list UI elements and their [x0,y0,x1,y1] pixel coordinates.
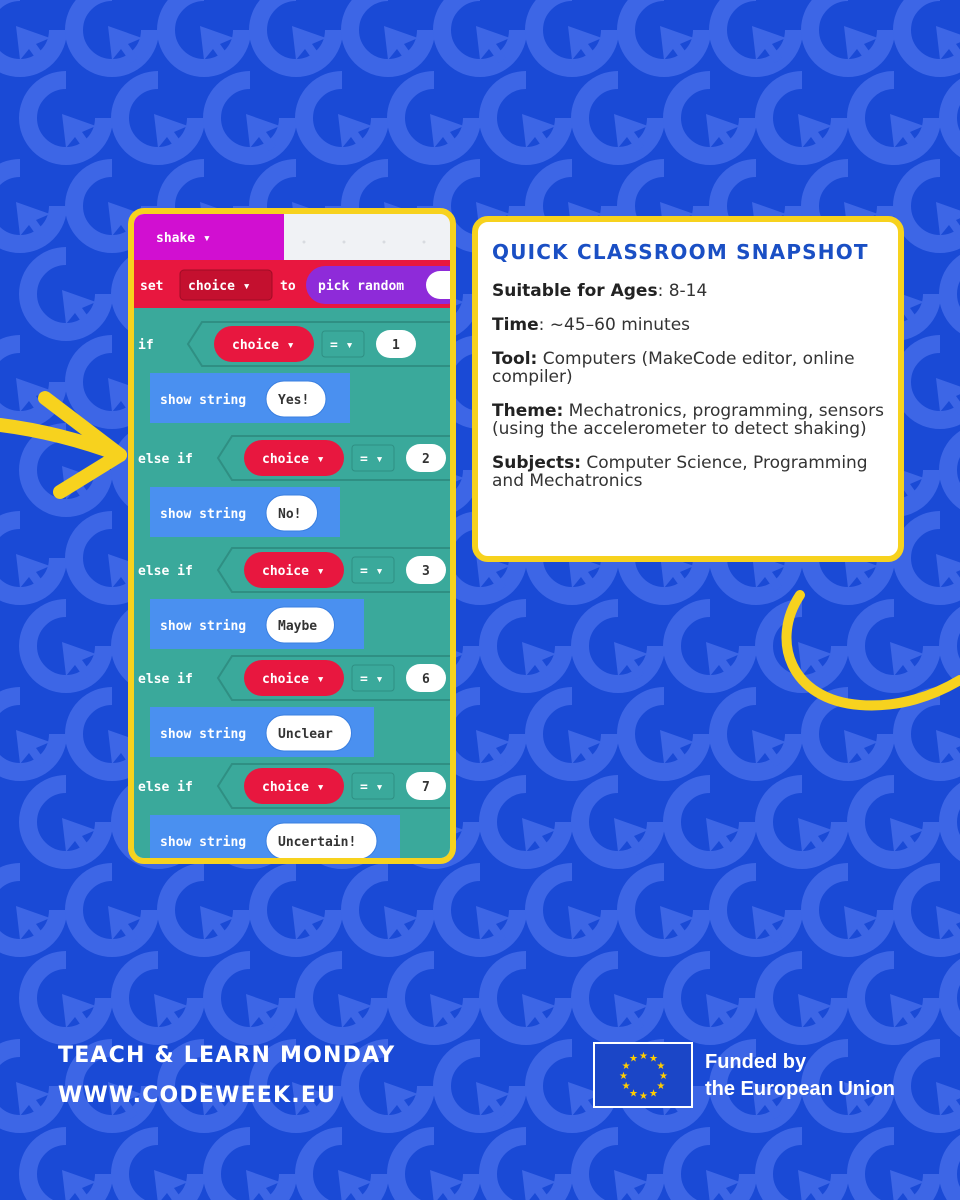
svg-text:★: ★ [639,1051,648,1062]
teach-learn-label: TEACH & LEARN MONDAY [58,1043,396,1068]
if-keyword: if [138,338,154,353]
random-keyword: pick random [318,279,405,294]
number-value: 7 [422,780,430,795]
string-value: Yes! [278,393,310,408]
equals-dropdown: = ▾ [360,780,384,795]
number-value: 1 [392,338,400,353]
show-string-keyword: show string [160,727,247,742]
else-if-keyword: else if [138,780,193,795]
variable-label: choice ▾ [262,780,325,795]
variable-label: choice ▾ [262,672,325,687]
show-string-keyword: show string [160,393,247,408]
show-string-keyword: show string [160,619,247,634]
classroom-snapshot-card [472,216,904,562]
ages-item: Suitable for Ages: 8-14 [492,281,708,301]
eu-line-2: the European Union [705,1078,895,1100]
svg-text:★: ★ [629,1088,638,1100]
svg-text:★: ★ [621,1081,631,1092]
variable-label: choice ▾ [232,338,295,353]
svg-text:★: ★ [649,1088,658,1100]
else-if-keyword: else if [138,564,193,579]
eu-funding-text [705,1049,895,1103]
string-value: Maybe [278,619,318,634]
equals-dropdown: = ▾ [360,452,384,467]
else-if-keyword: else if [138,452,193,467]
number-value: 3 [422,564,430,579]
eu-flag-icon [593,1042,693,1108]
svg-text:★: ★ [621,1061,631,1072]
makecode-blocks [134,214,450,858]
number-value: 2 [422,452,430,467]
makecode-blocks-screenshot [128,208,456,864]
else-if-keyword: else if [138,672,193,687]
svg-text:★: ★ [656,1061,666,1072]
set-keyword: set [140,279,164,294]
string-value: No! [278,507,302,522]
svg-text:★: ★ [659,1071,668,1082]
time-item: Time: ~45–60 minutes [492,315,691,335]
subjects-item: Subjects: Computer Science, Programming and Mechatronics [492,453,868,491]
theme-item: Theme: Mechatronics, programming, sensors (using the accelerometer to detect shaking) [492,401,884,439]
svg-text:★: ★ [639,1091,648,1102]
eu-line-1: Funded by [705,1051,807,1073]
variable-label: choice ▾ [262,452,325,467]
svg-text:★: ★ [629,1053,638,1065]
svg-text:★: ★ [656,1081,666,1092]
tool-item: Tool: Computers (MakeCode editor, online compiler) [492,349,855,387]
to-keyword: to [280,279,296,294]
show-string-keyword: show string [160,835,247,850]
event-label: shake ▾ [156,231,211,246]
card-title: QUICK CLASSROOM SNAPSHOT [492,240,869,264]
codeweek-url[interactable]: WWW.CODEWEEK.EU [58,1083,337,1108]
equals-dropdown: = ▾ [330,338,354,353]
show-string-keyword: show string [160,507,247,522]
svg-text:★: ★ [619,1071,628,1082]
string-value: Unclear [278,727,333,742]
variable-dropdown: choice ▾ [188,279,251,294]
string-value: Uncertain! [278,835,357,850]
number-value: 6 [422,672,430,687]
equals-dropdown: = ▾ [360,672,384,687]
variable-label: choice ▾ [262,564,325,579]
svg-text:★: ★ [649,1053,658,1065]
equals-dropdown: = ▾ [360,564,384,579]
footer-left [58,1036,395,1116]
